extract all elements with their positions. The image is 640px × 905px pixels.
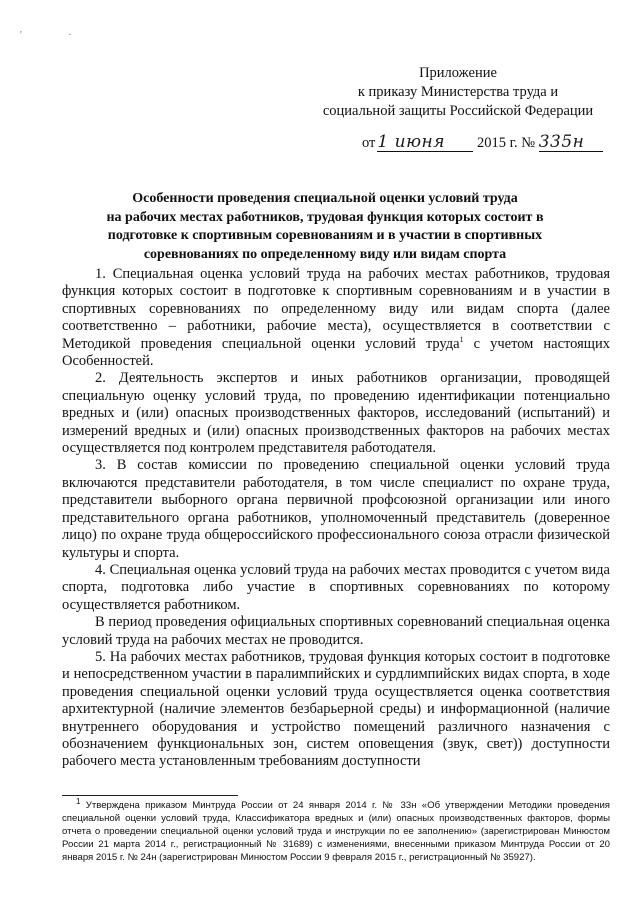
appendix-order-ref: к приказу Министерства труда и (357, 84, 559, 100)
document-title (40, 190, 610, 264)
paragraph-5: 5. На рабочих местах работников, трудовая функция которых состоит в подготовке и непосредственном участии в паралимпийских и сурдлимпийских видах спорта, в ходе проведения специальной оценки условий труда осуществляется оценка соответствия архитектурной (наличие элементов безбарьерной среды) и информационной (наличие внутреннего оборудования и устройство помещений различного назначения с обозначением функциональных зон, систем оповещения (звук, свет)) доступности рабочего места установленным требованиям доступности (62, 648, 610, 770)
appendix-label: Приложение (419, 65, 497, 81)
paragraph-1-tail: с учетом настоящих Особенностей. (62, 335, 610, 370)
appendix-ministry: социальной защиты Российской Федерации (322, 103, 594, 119)
paragraph-4: 4. Специальная оценка условий труда на рабочих местах проводится с учетом вида спорта, подготовка либо участие в спортивных соревнованиях по которому осуществляется работником. (62, 561, 610, 613)
document-body (62, 266, 610, 771)
title-line-3: подготовке к спортивным соревнованиям и в участии в спортивных (107, 228, 543, 243)
paragraph-3: 3. В состав комиссии по проведению специальной оценки условий труда включаются представители работодателя, в том числе специалист по охране труда, представители выборного органа первичной профсоюзной организации или иного представительного органа работников, уполномоченный представитель (доверенное лицо) по охране труда общероссийского профессионального союза отрасли физической культуры и спорта. (62, 457, 610, 561)
appendix-header (308, 64, 608, 121)
footnote-ref: 1 (459, 334, 464, 344)
footnote-divider (62, 795, 238, 796)
paragraph-4b: В период проведения официальных спортивных соревнований специальная оценка условий труда на рабочих местах не проводится. (62, 614, 610, 648)
title-line-4: соревнованиях по определенному виду или видам спорта (143, 246, 507, 262)
title-line-2: на рабочих местах работников, трудовая функция которых состоит в (106, 209, 544, 225)
footnote (62, 796, 610, 865)
paragraph-2: 2. Деятельность экспертов и иных работников организации, проводящей специальную оценку условий труда, по проведению идентификации потенциально вредных и (или) опасных производственных факторов, исследований (испытаний) и измерений вредных и (или) опасных производственных факторов на рабочих местах осуществляется под контролем представителя работодателя. (62, 370, 610, 457)
paragraph-1-text: 1. Специальная оценка условий труда на рабочих местах работников, трудовая функция которых состоит в подготовке к спортивным соревнованиям и в участии в спортивных соревнованиях по определенному виду или видам спорта (далее соответственно – работники, рабочие места), осуществляется в соответствии с Методикой проведения специальной оценки условий труда (62, 266, 610, 352)
order-date-line (362, 134, 603, 152)
order-prefix: от (362, 135, 376, 151)
scan-marks: ' · (20, 30, 94, 41)
handwritten-date: 1 июня (377, 132, 445, 152)
order-year: 2015 г. № (477, 135, 536, 151)
paragraph-1 (62, 266, 610, 370)
footnote-text: Утверждена приказом Минтруда России от 24 января 2014 г. № 33н «Об утверждении Методики проведения специальной оценки условий труда, Классификатора вредных и (или) опасных производственных факторов, формы отчета о проведении специальной оценки условий труда и инструкции по ее заполнению» (зарегистрирован Минюстом России 21 марта 2014 г., регистрационный № 31689) с изменениями, внесенными приказом Минтруда России от 20 января 2015 г. № 24н (зарегистрирован Минюстом России 9 февраля 2015 г., регистрационный № 35927). (62, 800, 610, 863)
title-line-1: Особенности проведения специальной оценки условий труда (132, 191, 518, 206)
handwritten-number: 335н (538, 132, 585, 152)
footnote-marker: 1 (76, 796, 81, 806)
